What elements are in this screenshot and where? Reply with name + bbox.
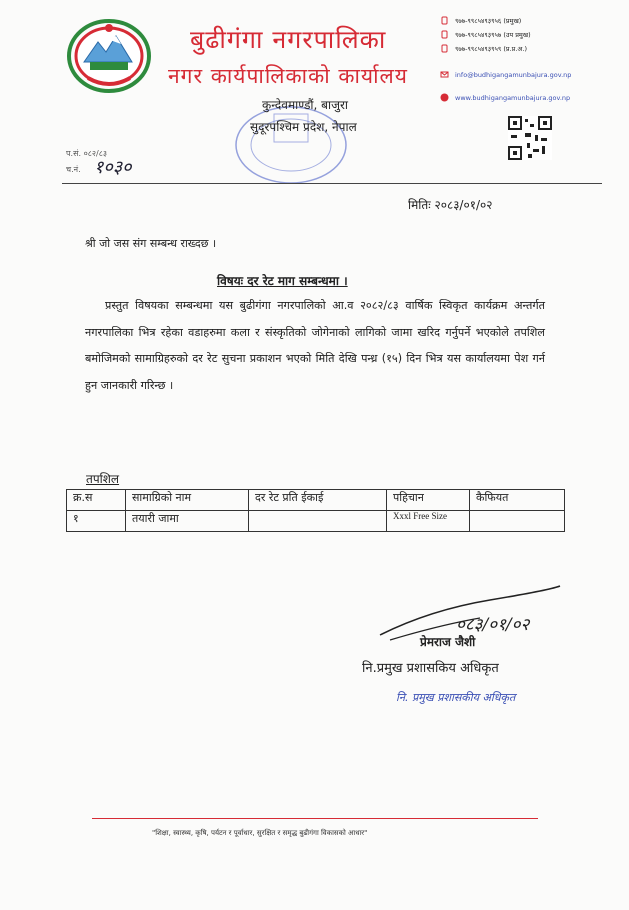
email-icon <box>440 70 449 79</box>
nepal-emblem-logo <box>66 18 152 94</box>
contact-phone-1: ९७७-९९८५४९३९५६ (प्रमुख) <box>440 16 521 25</box>
signatory-name: प्रेमराज जैशी <box>420 635 476 649</box>
contact-phone-3: ९७७-९९८५४९३९५९ (प्र.प्र.अ.) <box>440 44 527 53</box>
items-table <box>66 489 565 532</box>
recipient-line: श्री जो जस संग सम्बन्ध राख्दछ । <box>85 237 217 250</box>
contact-phone-2: ९७७-९९८५४९३९५७ (उप प्रमुख) <box>440 30 531 39</box>
signature-date: ०८३/०१/०२ <box>456 615 530 635</box>
phone-icon <box>440 16 449 25</box>
globe-icon <box>440 93 449 102</box>
cell-remarks <box>470 511 565 532</box>
cell-item-name: तयारी जामा <box>126 511 249 532</box>
address-line-2: सुदूरपश्चिम प्रदेश, नेपाल <box>250 120 357 134</box>
address-line-1: कुन्देवमाण्डौं, बाजुरा <box>262 98 348 112</box>
table-row <box>67 511 565 532</box>
header-divider <box>62 183 602 184</box>
footer-divider <box>92 818 538 819</box>
table-header-row <box>67 490 565 511</box>
header-item-name: सामाग्रिको नाम <box>126 490 249 511</box>
municipality-title: बुढीगंगा नगरपालिका <box>190 25 387 54</box>
qr-code <box>508 116 552 160</box>
signatory-position: नि.प्रमुख प्रशासकिय अधिकृत <box>362 661 499 676</box>
table-title: तपशिल <box>86 472 120 486</box>
header-rate: दर रेट प्रति ईकाई <box>249 490 387 511</box>
office-title: नगर कार्यपालिकाको कार्यालय <box>168 64 408 88</box>
contact-website: www.budhigangamunbajura.gov.np <box>440 93 570 102</box>
cell-rate <box>249 511 387 532</box>
cell-sn: १ <box>67 511 126 532</box>
office-seal-stamp <box>226 100 356 190</box>
header-sn: क्र.स <box>67 490 126 511</box>
signatory-stamp: नि. प्रमुख प्रशासकीय अधिकृत <box>396 691 516 704</box>
header-identification: पहिचान <box>387 490 470 511</box>
header-remarks: कैफियत <box>470 490 565 511</box>
phone-icon <box>440 44 449 53</box>
letter-date: मितिः २०८३/०१/०२ <box>408 198 493 212</box>
subject-line: विषयः दर रेट माग सम्बन्धमा । <box>217 274 348 288</box>
footer-motto: "शिक्षा, स्वास्थ्य, कृषि, पर्यटन र पूर्वाधार, सुरक्षित र समृद्ध बुढीगंगा विकासको आधार" <box>152 829 368 837</box>
contact-email: info@budhigangamunbajura.gov.np <box>440 70 571 79</box>
patra-sankhya: प.सं. ०८२/८३ <box>66 149 108 158</box>
chalani-number-handwritten: १०३० <box>94 157 132 178</box>
letter-body: प्रस्तुत विषयका सम्बन्धमा यस बुढीगंगा नगरपालिको आ.व २०८२/८३ वार्षिक स्विकृत कार्यक्रम अन्तर्गत नगरपालिका भित्र रहेका वडाहरुमा कला र संस्कृतिको जोगेनाको लागिको जामा खरिद गर्नुपर्ने भएकोले तपशिल बमोजिमको सामाग्रिहरुको दर रेट सुचना प्रकाशन भएको मिति देखि पन्ध्र (१५) दिन भित्र यस कार्यालयमा पेश गर्न हुन जानकारी गरिन्छ । <box>85 299 545 392</box>
phone-icon <box>440 30 449 39</box>
chalani-label: च.नं. <box>66 165 81 174</box>
cell-identification: Xxxl Free Size <box>387 511 470 532</box>
